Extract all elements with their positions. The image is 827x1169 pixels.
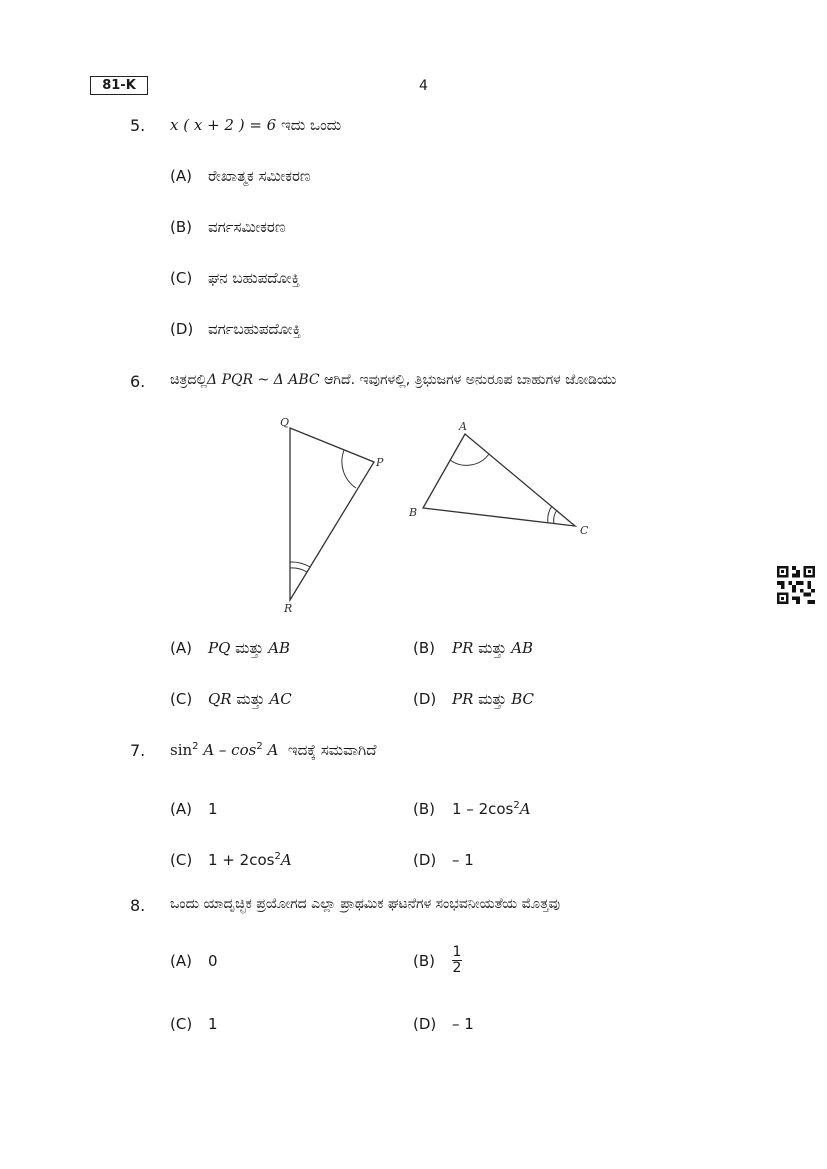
q6-option-d-and: ಮತ್ತು [478, 690, 507, 708]
similar-triangles-figure [270, 410, 610, 620]
q6-option-b-text [452, 639, 533, 657]
q8-option-a-label: (A) [170, 952, 192, 970]
q8-option-c-text: 1 [208, 1015, 218, 1033]
q5-option-a-label: (A) [170, 167, 192, 185]
q7-option-b-exp: 2 [513, 800, 520, 811]
q5-option-b-text: ವರ್ಗಸಮೀಕರಣ [208, 218, 286, 236]
q6-option-d-side1: PR [452, 690, 474, 708]
q6-option-a-side2: AB [268, 639, 291, 657]
q8-option-b-fraction [452, 942, 462, 976]
q8-option-c-label: (C) [170, 1015, 193, 1033]
triangle-pqr [290, 428, 374, 600]
question-6-similarity: Δ PQR ~ Δ ABC [207, 372, 320, 388]
vertex-b-label: B [409, 506, 418, 519]
question-8-number: 8. [130, 896, 146, 915]
q6-option-b-side2: AB [511, 639, 534, 657]
q8-option-b-denominator: 2 [452, 960, 462, 976]
angle-r-arc-2 [290, 562, 310, 567]
q7-option-b-label: (B) [413, 800, 435, 818]
question-6-stem [170, 372, 616, 388]
q6-option-c-and: ಮತ್ತು [236, 690, 265, 708]
vertex-c-label: C [580, 524, 589, 537]
q6-option-b-side1: PR [452, 639, 474, 657]
angle-r-arc-1 [290, 568, 307, 572]
q6-option-d-text [452, 690, 534, 708]
question-7-a-cos: A – cos [203, 741, 257, 759]
question-5-equation: x ( x + 2 ) = 6 [170, 116, 277, 134]
q5-option-c-label: (C) [170, 269, 193, 287]
q6-option-c-side1: QR [208, 690, 232, 708]
q6-option-a-text [208, 639, 290, 657]
q5-option-a-text: ರೇಖಾತ್ಮಕ ಸಮೀಕರಣ [208, 167, 311, 185]
question-7-a: A [267, 741, 279, 759]
q6-option-d-side2: BC [511, 690, 534, 708]
q7-option-d-label: (D) [413, 851, 437, 869]
vertex-r-label: R [284, 602, 293, 615]
q8-option-b-numerator: 1 [452, 944, 462, 960]
angle-c-arc-1 [548, 506, 552, 523]
q5-option-d-label: (D) [170, 320, 194, 338]
q7-option-c-text [208, 851, 292, 869]
q6-option-a-and: ಮತ್ತು [235, 639, 264, 657]
q6-option-b-and: ಮತ್ತು [478, 639, 507, 657]
q7-option-c-exp: 2 [274, 851, 281, 862]
q7-option-c-var: A [280, 851, 292, 869]
triangle-abc [423, 434, 575, 526]
q7-option-a-text: 1 [208, 800, 218, 818]
q6-option-a-label: (A) [170, 639, 192, 657]
q7-option-c-pre: 1 + 2cos [208, 851, 275, 869]
question-6-text-pre: ಚಿತ್ರದಲ್ಲಿ [170, 372, 208, 388]
question-7-cos-exp: 2 [256, 741, 263, 752]
q7-option-b-pre: 1 – 2cos [452, 800, 514, 818]
question-6-number: 6. [130, 372, 146, 391]
question-7-sin-exp: 2 [192, 741, 199, 752]
q8-option-a-text: 0 [208, 952, 218, 970]
q5-option-b-label: (B) [170, 218, 192, 236]
angle-a-arc [450, 454, 489, 465]
q8-option-d-text: – 1 [452, 1015, 474, 1033]
question-5-text: ಇದು ಒಂದು [281, 116, 342, 134]
q7-option-a-label: (A) [170, 800, 192, 818]
q5-option-c-text: ಘನ ಬಹುಪದೋಕ್ತಿ [208, 269, 300, 287]
q7-option-b-var: A [519, 800, 531, 818]
vertex-p-label: P [376, 456, 384, 469]
q5-option-d-text: ವರ್ಗಬಹುಪದೋಕ್ತಿ [208, 320, 301, 338]
qr-code-icon [776, 566, 816, 604]
paper-code: 81-K [90, 76, 148, 95]
vertex-q-label: Q [280, 416, 290, 429]
page-number: 4 [419, 78, 428, 94]
angle-c-arc-2 [554, 510, 557, 524]
question-5-stem [170, 116, 341, 134]
question-5-number: 5. [130, 116, 146, 135]
q7-option-c-label: (C) [170, 851, 193, 869]
q6-option-d-label: (D) [413, 690, 437, 708]
question-7-stem [170, 741, 377, 759]
q8-option-d-label: (D) [413, 1015, 437, 1033]
q6-option-b-label: (B) [413, 639, 435, 657]
q6-option-c-text [208, 690, 292, 708]
question-7-sin: sin [170, 741, 193, 759]
question-8-stem: ಒಂದು ಯಾದೃಚ್ಛಿಕ ಪ್ರಯೋಗದ ಎಲ್ಲಾ ಪ್ರಾಥಮಿಕ ಘಟನೆಗಳ ಸಂಭವನೀಯತೆಯ ಮೊತ್ತವು [170, 896, 561, 912]
vertex-a-label: A [459, 420, 467, 433]
q7-option-b-text [452, 800, 531, 818]
q6-option-c-side2: AC [269, 690, 292, 708]
q7-option-d-text: – 1 [452, 851, 474, 869]
q8-option-b-label: (B) [413, 952, 435, 970]
question-7-number: 7. [130, 741, 146, 760]
q6-option-c-label: (C) [170, 690, 193, 708]
question-6-text-post: ಆಗಿದೆ. ಇವುಗಳಲ್ಲಿ, ತ್ರಿಭುಜಗಳ ಅನುರೂಪ ಬಾಹುಗಳ ಜೋಡಿಯು [324, 372, 617, 388]
question-7-text: ಇದಕ್ಕೆ ಸಮವಾಗಿದೆ [287, 741, 377, 759]
angle-p-arc [342, 450, 356, 488]
q6-option-a-side1: PQ [208, 639, 231, 657]
